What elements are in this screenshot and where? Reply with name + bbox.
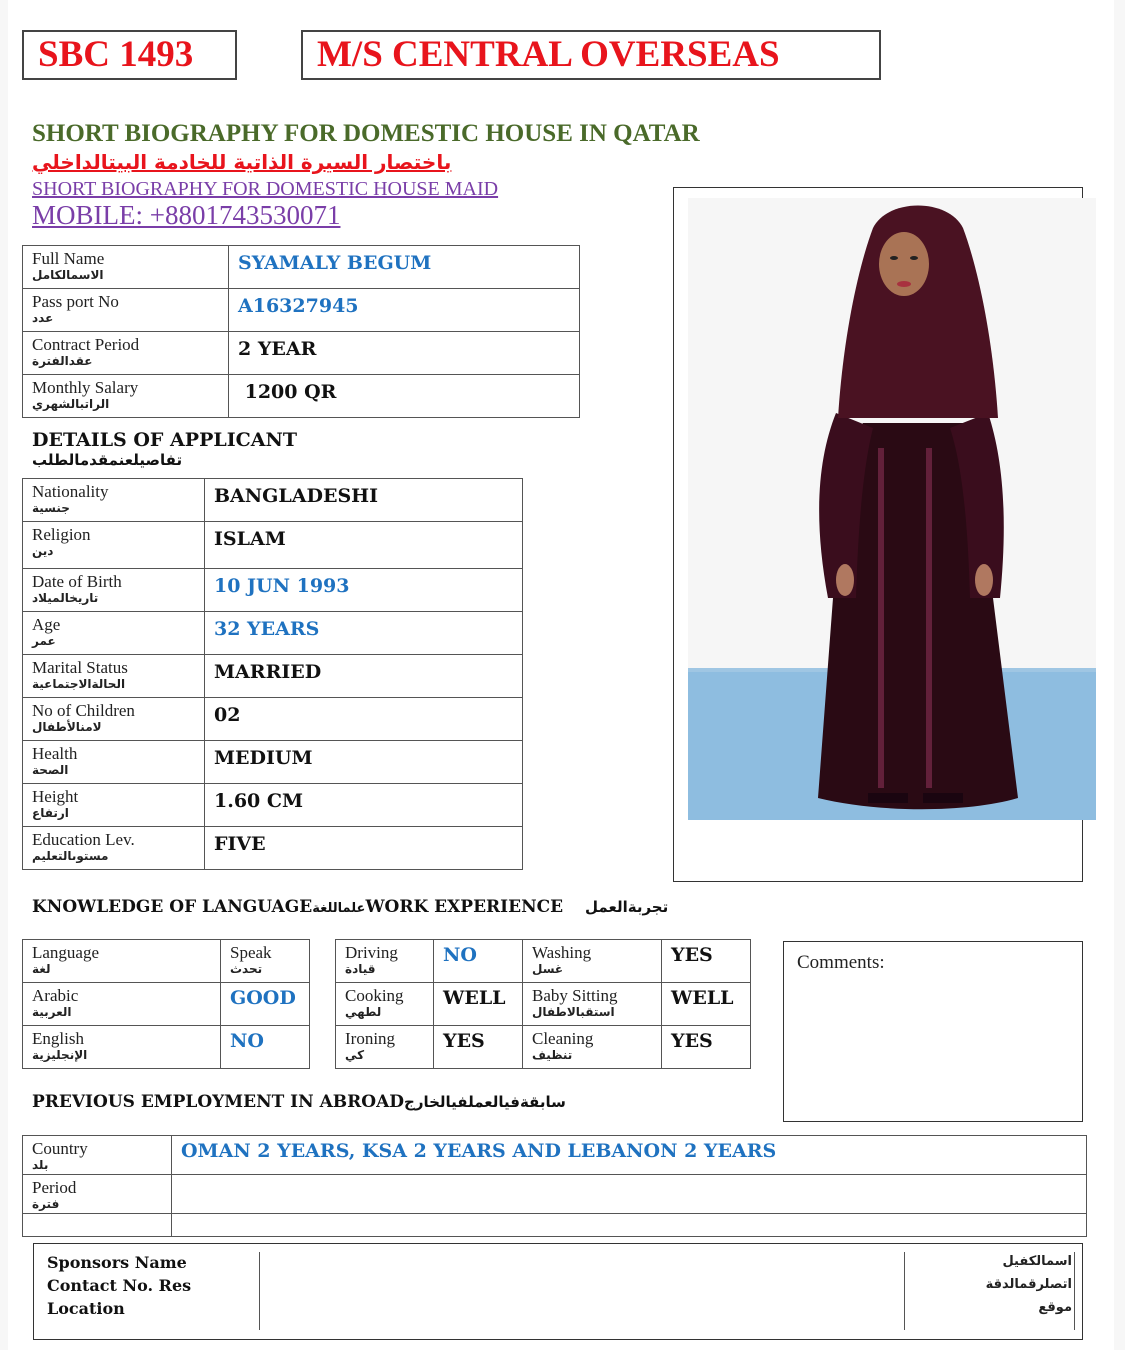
details-row (23, 741, 523, 784)
work-row (336, 940, 751, 983)
basic-info-row (23, 246, 580, 289)
work-row (336, 1026, 751, 1069)
sponsor-box (33, 1243, 1083, 1340)
basic-field-label-arabic: الاسمالكامل (32, 268, 104, 282)
work-skill-label: Washing (532, 943, 592, 962)
basic-field-label: Full Name (32, 249, 105, 268)
photo-frame (673, 187, 1083, 882)
work-experience-table (335, 939, 751, 1069)
language-heading: KNOWLEDGE OF LANGUAGE (32, 897, 313, 917)
details-field-label: No of Children (32, 701, 135, 720)
reference-code-box (22, 30, 237, 80)
details-field-value: 10 JUN 1993 (214, 575, 350, 597)
language-label-arabic: العربية (32, 1005, 72, 1019)
mobile-number: MOBILE: +8801743530071 (32, 200, 341, 230)
reference-code: SBC 1493 (38, 34, 194, 75)
details-field-label-arabic: جنسية (32, 501, 70, 515)
country-value: OMAN 2 YEARS, KSA 2 YEARS AND LEBANON 2 YEARS (181, 1140, 777, 1162)
applicant-details-table (22, 478, 523, 870)
work-heading: WORK EXPERIENCE (365, 897, 564, 917)
details-row (23, 479, 523, 522)
previous-employment-heading (32, 1092, 566, 1112)
document-page (8, 0, 1114, 1350)
details-field-value: MEDIUM (214, 747, 313, 769)
details-field-label: Education Lev. (32, 830, 135, 849)
basic-field-label-arabic: الراتبالشهري (32, 397, 110, 411)
details-field-value: 02 (214, 704, 241, 726)
work-skill-label: Cooking (345, 986, 404, 1005)
basic-field-value: SYAMALY BEGUM (238, 252, 432, 274)
details-field-label: Health (32, 744, 78, 763)
language-row (23, 1026, 310, 1069)
basic-field-value: 1200 QR (238, 381, 337, 403)
work-skill-value: YES (443, 1030, 485, 1052)
details-field-label-arabic: عمر (32, 634, 56, 648)
basic-info-row (23, 289, 580, 332)
details-row (23, 827, 523, 870)
details-heading (32, 429, 297, 469)
language-header-row (23, 940, 310, 983)
country-label: Country (32, 1139, 88, 1158)
details-field-label-arabic: مستوىالتعليم (32, 849, 109, 863)
details-field-label-arabic: الحالةالاجتماعية (32, 677, 126, 691)
details-row (23, 655, 523, 698)
details-field-label: Nationality (32, 482, 109, 501)
work-skill-label: Ironing (345, 1029, 396, 1048)
details-heading-text: DETAILS OF APPLICANT (32, 429, 297, 451)
basic-info-row (23, 332, 580, 375)
agency-name-box (301, 30, 881, 80)
details-field-value: FIVE (214, 833, 266, 855)
sponsor-row (47, 1298, 1072, 1321)
details-field-value: 32 YEARS (214, 618, 320, 640)
comments-label: Comments: (797, 952, 885, 973)
work-skill-label-arabic: كي (345, 1048, 365, 1062)
document-subtitle: SHORT BIOGRAPHY FOR DOMESTIC HOUSE MAID (32, 178, 499, 200)
details-heading-arabic: تفاصيلعنمقدمالطلب (32, 451, 183, 469)
details-field-label: Date of Birth (32, 572, 122, 591)
details-field-value: ISLAM (214, 528, 286, 550)
basic-field-label: Pass port No (32, 292, 119, 311)
details-field-label-arabic: ارتفاع (32, 806, 69, 820)
work-skill-label: Baby Sitting (532, 986, 618, 1005)
period-value (172, 1175, 1086, 1181)
details-row (23, 784, 523, 827)
details-field-label-arabic: تاريخالميلاد (32, 591, 99, 605)
comments-box (783, 941, 1083, 1122)
details-row (23, 698, 523, 741)
sponsor-row-label-arabic: موقع (1038, 1300, 1072, 1315)
sponsor-row-label: Sponsors Name (47, 1253, 187, 1272)
work-skill-value: YES (671, 1030, 713, 1052)
basic-field-label: Contract Period (32, 335, 140, 354)
work-skill-label: Driving (345, 943, 398, 962)
language-label: Arabic (32, 986, 79, 1005)
language-label-arabic: الإنجليزية (32, 1048, 88, 1062)
details-field-label: Age (32, 615, 61, 634)
details-row (23, 522, 523, 569)
language-table (22, 939, 310, 1069)
basic-info-row (23, 375, 580, 418)
details-field-label-arabic: الصحة (32, 763, 69, 777)
sponsor-row (47, 1275, 1072, 1298)
details-field-label: Marital Status (32, 658, 128, 677)
period-label: Period (32, 1178, 77, 1197)
work-skill-label-arabic: استقبالاطفال (532, 1005, 615, 1019)
previous-heading-arabic: سابقةفيالعملفيالخارج (404, 1093, 566, 1111)
period-label-arabic: فترة (32, 1197, 60, 1211)
country-label-arabic: بلد (32, 1158, 49, 1172)
details-field-value: 1.60 CM (214, 790, 304, 812)
details-field-label-arabic: لامنالأطفال (32, 720, 102, 734)
applicant-photo (688, 198, 1096, 820)
speak-col-label: Speak (230, 943, 272, 962)
work-skill-label: Cleaning (532, 1029, 594, 1048)
details-row (23, 612, 523, 655)
document-title-arabic: باختصار السيرة الذاتية للخادمة البيتالداخلي (32, 150, 452, 174)
basic-field-label-arabic: عقدالفترة (32, 354, 93, 368)
work-skill-value: WELL (443, 987, 506, 1009)
basic-field-label: Monthly Salary (32, 378, 139, 397)
sponsor-row-label: Location (47, 1299, 125, 1318)
language-col-label: Language (32, 943, 100, 962)
language-heading-arabic: علماللغة (312, 901, 366, 916)
details-field-value: BANGLADESHI (214, 485, 379, 507)
basic-field-value: A16327945 (238, 295, 359, 317)
work-skill-label-arabic: قيادة (345, 962, 376, 976)
language-row (23, 983, 310, 1026)
language-label: English (32, 1029, 84, 1048)
language-level: GOOD (230, 987, 296, 1009)
basic-info-table (22, 245, 580, 418)
work-skill-value: WELL (671, 987, 734, 1009)
work-heading-arabic: تجربةالعمل (585, 898, 669, 916)
details-row (23, 569, 523, 612)
details-field-value: MARRIED (214, 661, 322, 683)
basic-field-value: 2 YEAR (238, 338, 317, 360)
work-skill-value: YES (671, 944, 713, 966)
speak-col-label-arabic: تحدث (230, 962, 263, 976)
sponsor-row-label: Contact No. Res (47, 1276, 192, 1295)
previous-heading: PREVIOUS EMPLOYMENT IN ABROAD (32, 1092, 405, 1112)
details-field-label: Religion (32, 525, 91, 544)
sponsor-row (47, 1252, 1072, 1275)
agency-name: M/S CENTRAL OVERSEAS (317, 34, 780, 75)
sponsor-row-label-arabic: اسمالكفيل (1002, 1254, 1072, 1269)
details-field-label: Height (32, 787, 79, 806)
details-field-label-arabic: دين (32, 544, 54, 558)
work-skill-label-arabic: تنظيف (532, 1048, 573, 1062)
document-title: SHORT BIOGRAPHY FOR DOMESTIC HOUSE IN QATAR (32, 120, 700, 147)
work-skill-label-arabic: لطهي (345, 1005, 382, 1019)
work-skill-label-arabic: غسل (532, 962, 564, 976)
language-level: NO (230, 1030, 264, 1052)
basic-field-label-arabic: عدد (32, 311, 54, 325)
previous-employment-table (22, 1135, 1087, 1237)
sponsor-row-label-arabic: اتصلرقمالدقة (985, 1277, 1072, 1292)
work-skill-value: NO (443, 944, 477, 966)
language-work-heading (32, 897, 668, 917)
language-col-label-arabic: لغة (32, 962, 51, 976)
work-row (336, 983, 751, 1026)
